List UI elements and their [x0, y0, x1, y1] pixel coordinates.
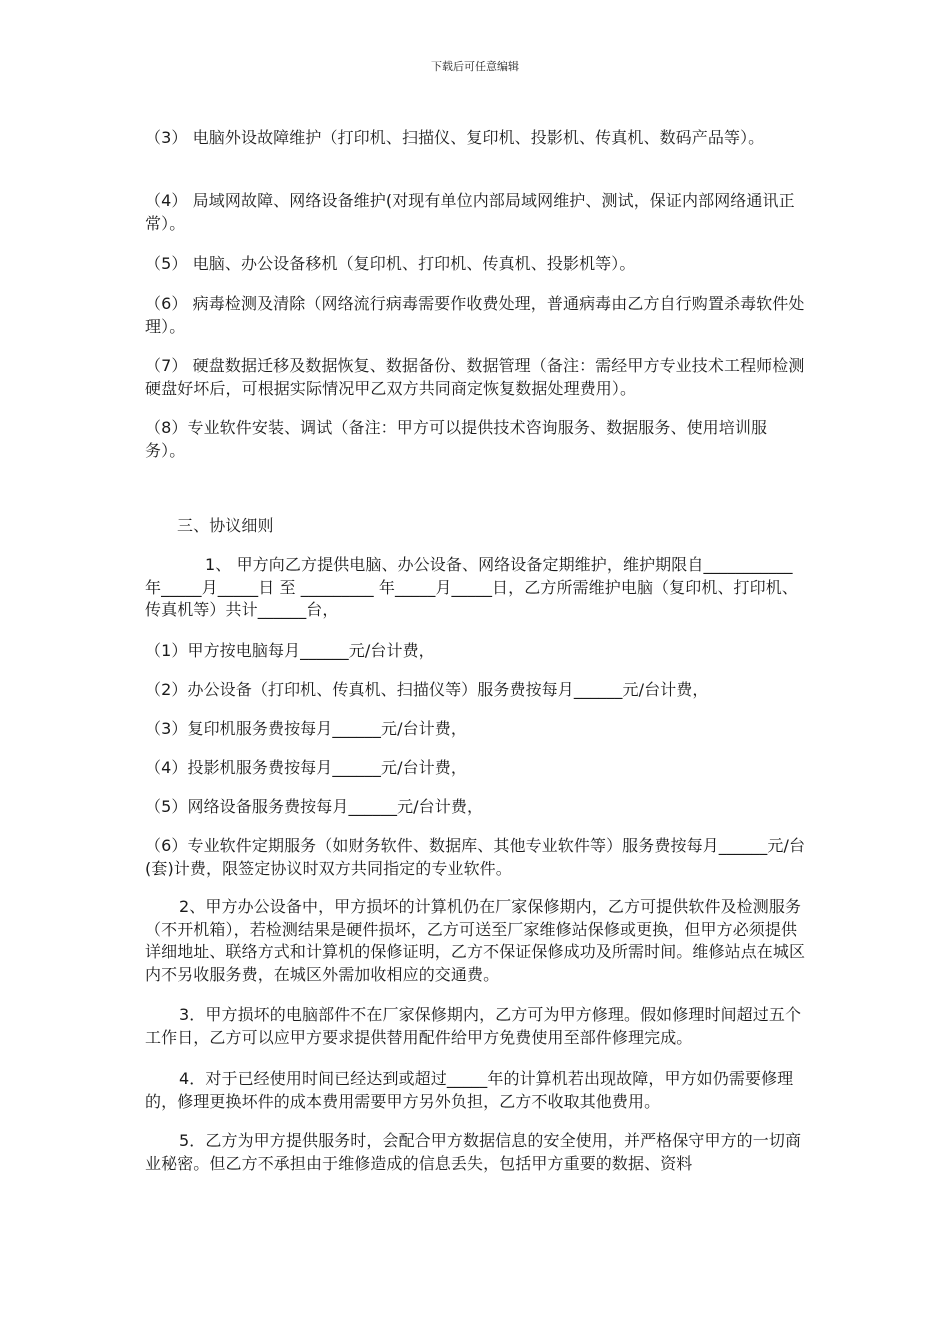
- clause-2: 2、甲方办公设备中，甲方损坏的计算机仍在厂家保修期内，乙方可提供软件及检测服务（不开机箱），若检测结果是硬件损坏，乙方可送至厂家维修站保修或更换，但甲方必须提供详细地址、联络方式和计算机的保修证明，乙方不保证保修成功及所需时间。维修站点在城区内不另收服务费，在城区外需加收相应的交通费。: [145, 897, 806, 984]
- section-heading: 三、协议细则: [177, 516, 274, 535]
- fee-item-5: （5）网络设备服务费按每月______元/台计费，: [145, 797, 484, 816]
- fee-item-4: （4）投影机服务费按每月______元/台计费，: [145, 758, 467, 777]
- service-item-5: （5） 电脑、办公设备移机（复印机、打印机、传真机、投影机等）。: [145, 254, 636, 273]
- page-header: 下载后可任意编辑: [431, 60, 519, 73]
- clause-4: 4．对于已经使用时间已经达到或超过_____年的计算机若出现故障，甲方如仍需要修理的，修理更换坏件的成本费用需要甲方另外负担，乙方不收取其他费用。: [145, 1069, 794, 1111]
- service-item-7: （7） 硬盘数据迁移及数据恢复、数据备份、数据管理（备注：需经甲方专业技术工程师检测硬盘好坏后，可根据实际情况甲乙双方共同商定恢复数据处理费用）。: [145, 356, 805, 398]
- service-item-4: （4） 局域网故障、网络设备维护(对现有单位内部局域网维护、测试，保证内部网络通讯正常）。: [145, 191, 795, 233]
- fee-item-6: （6）专业软件定期服务（如财务软件、数据库、其他专业软件等）服务费按每月______元/台(套)计费，限签定协议时双方共同指定的专业软件。: [145, 836, 806, 878]
- fee-item-2: （2）办公设备（打印机、传真机、扫描仪等）服务费按每月______元/台计费，: [145, 680, 709, 699]
- clause-1: 1、 甲方向乙方提供电脑、办公设备、网络设备定期维护，维护期限自___________年_____月_____日 至 _________ 年_____月_____日，乙方所需维护电脑（复印机、打印机、传真机等）共计______台，: [145, 555, 798, 619]
- clause-5: 5．乙方为甲方提供服务时，会配合甲方数据信息的安全使用，并严格保守甲方的一切商业秘密。但乙方不承担由于维修造成的信息丢失，包括甲方重要的数据、资料: [145, 1131, 802, 1173]
- service-item-8: （8）专业软件安装、调试（备注：甲方可以提供技术咨询服务、数据服务、使用培训服务）。: [145, 418, 768, 460]
- clause-3: 3．甲方损坏的电脑部件不在厂家保修期内，乙方可为甲方修理。假如修理时间超过五个工作日，乙方可以应甲方要求提供替用配件给甲方免费使用至部件修理完成。: [145, 1005, 802, 1047]
- service-item-6: （6） 病毒检测及清除（网络流行病毒需要作收费处理，普通病毒由乙方自行购置杀毒软件处理）。: [145, 294, 805, 336]
- service-item-3: （3） 电脑外设故障维护（打印机、扫描仪、复印机、投影机、传真机、数码产品等）。: [145, 128, 765, 147]
- fee-item-1: （1）甲方按电脑每月______元/台计费，: [145, 641, 435, 660]
- fee-item-3: （3）复印机服务费按每月______元/台计费，: [145, 719, 467, 738]
